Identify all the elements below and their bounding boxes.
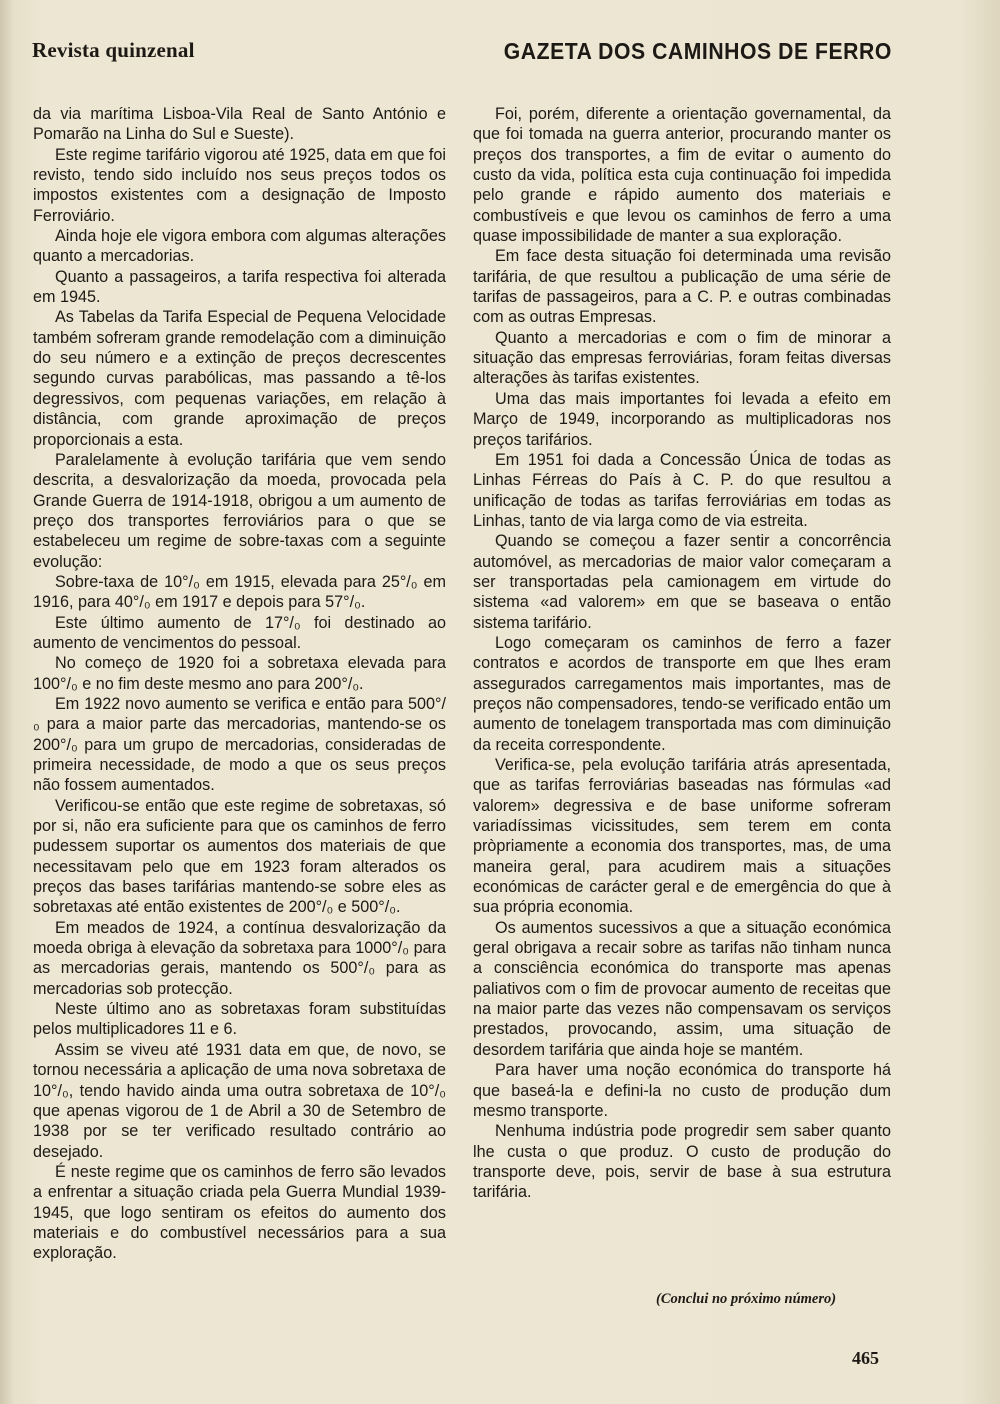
paragraph: No começo de 1920 foi a sobretaxa elevada para 100°/₀ e no fim deste mesmo ano para 200°/₀. bbox=[33, 654, 446, 693]
paragraph: Quanto a passageiros, a tarifa respectiva foi alterada em 1945. bbox=[33, 267, 446, 307]
paragraph: Verificou-se então que este regime de sobretaxas, só por si, não era suficiente para que os caminhos de ferro pudessem suportar os aumentos dos materiais de que necessitavam pelo que em 1923 foram alterados os preços das bases tarifárias mantendo-se sobre eles as sobretaxas até então existentes de 200°/₀ e 500°/₀. bbox=[33, 796, 446, 917]
right-column bbox=[473, 104, 891, 1203]
paragraph: Em 1951 foi dada a Concessão Única de todas as Linhas Férreas do País à C. P. do que resultou a unificação de todas as tarifas ferroviárias em todas as Linhas, tanto de via larga como de via estreita. bbox=[473, 450, 891, 530]
paragraph: É neste regime que os caminhos de ferro são levados a enfrentar a situação criada pela Guerra Mundial 1939-1945, que logo sentiram os efeitos do aumento dos materiais e do combustível necessários para a sua exploração. bbox=[33, 1162, 446, 1263]
paragraph: Neste último ano as sobretaxas foram substituídas pelos multiplicadores 11 e 6. bbox=[33, 1000, 446, 1039]
paragraph: Quanto a mercadorias e com o fim de minorar a situação das empresas ferroviárias, foram feitas diversas alterações às tarifas existentes. bbox=[473, 328, 891, 388]
left-column bbox=[33, 104, 446, 1264]
paragraph: Logo começaram os caminhos de ferro a fazer contratos e acordos de transporte em que lhes eram assegurados carregamentos mais importantes, mas de preços não compensadores, tendo-se verificado então um aumento de tonelagem transportada mas com diminuição da receita correspondente. bbox=[473, 633, 891, 754]
paragraph: Quando se começou a fazer sentir a concorrência automóvel, as mercadorias de maior valor começaram a ser transportadas pela camionagem em virtude do sistema «ad valorem» em que se baseava o então sistema tarifário. bbox=[473, 532, 891, 632]
continuation-note: (Conclui no próximo número) bbox=[656, 1291, 837, 1307]
paragraph: Sobre-taxa de 10°/₀ em 1915, elevada para 25°/₀ em 1916, para 40°/₀ em 1917 e depois para 57°/₀. bbox=[33, 572, 446, 612]
paragraph: Para haver uma noção económica do transporte há que baseá-la e defini-la no custo de produção dum mesmo transporte. bbox=[473, 1061, 891, 1120]
paragraph: Uma das mais importantes foi levada a efeito em Março de 1949, incorporando as multiplicadoras nos preços tarifários. bbox=[473, 389, 891, 449]
paragraph: Nenhuma indústria pode progredir sem saber quanto lhe custa o que produz. O custo de produção do transporte deve, pois, servir de base à sua estrutura tarifária. bbox=[473, 1122, 891, 1202]
paragraph: Em 1922 novo aumento se verifica e então para 500°/₀ para a maior parte das mercadorias, mantendo-se os 200°/₀ para um grupo de mercadorias, consideradas de primeira necessidade, de modo a que os seus preços não fossem aumentados. bbox=[33, 694, 446, 795]
paragraph: Foi, porém, diferente a orientação governamental, da que foi tomada na guerra anterior, procurando manter os preços dos transportes, a fim de evitar o aumento do custo da vida, política esta cuja continuação foi impedida pelo grande e rápido aumento dos materiais e combustíveis e que levou os caminhos de ferro a uma quase impossibilidade de manter a sua exploração. bbox=[473, 105, 891, 246]
paragraph: Este regime tarifário vigorou até 1925, data em que foi revisto, tendo sido incluído nos seus preços todos os impostos existentes com a designação de Imposto Ferroviário. bbox=[33, 145, 446, 225]
paragraph: Ainda hoje ele vigora embora com algumas alterações quanto a mercadorias. bbox=[33, 227, 446, 266]
page-number: 465 bbox=[852, 1348, 879, 1368]
paragraph: Em face desta situação foi determinada uma revisão tarifária, de que resultou a publicação de uma série de tarifas de passageiros, para a C. P. e outras combinadas com as outras Empresas. bbox=[473, 247, 891, 327]
paragraph: As Tabelas da Tarifa Especial de Pequena Velocidade também sofreram grande remodelação com a diminuição do seu número e a extinção de preços decrescentes segundo curvas parabólicas, mas passando a tê-los degressivos, com pequenas variações, em relação à distância, com grande aproximação de preços proporcionais a esta. bbox=[33, 308, 446, 449]
paragraph: Paralelamente à evolução tarifária que vem sendo descrita, a desvalorização da moeda, provocada pela Grande Guerra de 1914-1918, obrigou a um aumento de preço dos transportes ferroviários para o que se estabeleceu um regime de sobre-taxas com a seguinte evolução: bbox=[33, 450, 446, 571]
running-header-title: GAZETA DOS CAMINHOS DE FERRO bbox=[503, 38, 892, 64]
running-header-left: Revista quinzenal bbox=[32, 38, 195, 62]
paragraph: Os aumentos sucessivos a que a situação económica geral obrigava a recair sobre as tarifas não tinham nunca a consciência económica do transporte mas apenas paliativos com o fim de provocar aumento de receitas que na maior parte das vezes não compensavam os serviços prestados, provocando, assim, uma situação de desordem tarifária que ainda hoje se mantém. bbox=[473, 918, 891, 1059]
paragraph: da via marítima Lisboa-Vila Real de Santo António e Pomarão na Linha do Sul e Sueste). bbox=[33, 105, 446, 144]
paragraph: Em meados de 1924, a contínua desvalorização da moeda obriga à elevação da sobretaxa para 1000°/₀ para as mercadorias gerais, mantendo os 500°/₀ para as mercadorias sob protecção. bbox=[33, 918, 446, 998]
paragraph: Verifica-se, pela evolução tarifária atrás apresentada, que as tarifas ferroviárias baseadas nas fórmulas «ad valorem» degressiva e de base uniforme sofreram variadíssimas vicissitudes, sem terem em conta pròpriamente a economia dos transportes, mas, de uma maneira geral, para acudirem mais a situações económicas de carácter geral e de emergência do que à sua própria economia. bbox=[473, 756, 891, 917]
paragraph: Este último aumento de 17°/₀ foi destinado ao aumento de vencimentos do pessoal. bbox=[33, 613, 446, 652]
paragraph: Assim se viveu até 1931 data em que, de novo, se tornou necessária a aplicação de uma nova sobretaxa de 10°/₀, tendo havido ainda uma outra sobretaxa de 10°/₀ que apenas vigorou de 1 de Abril a 30 de Setembro de 1938 por se ter verificado resultado contrário ao desejado. bbox=[33, 1040, 446, 1161]
